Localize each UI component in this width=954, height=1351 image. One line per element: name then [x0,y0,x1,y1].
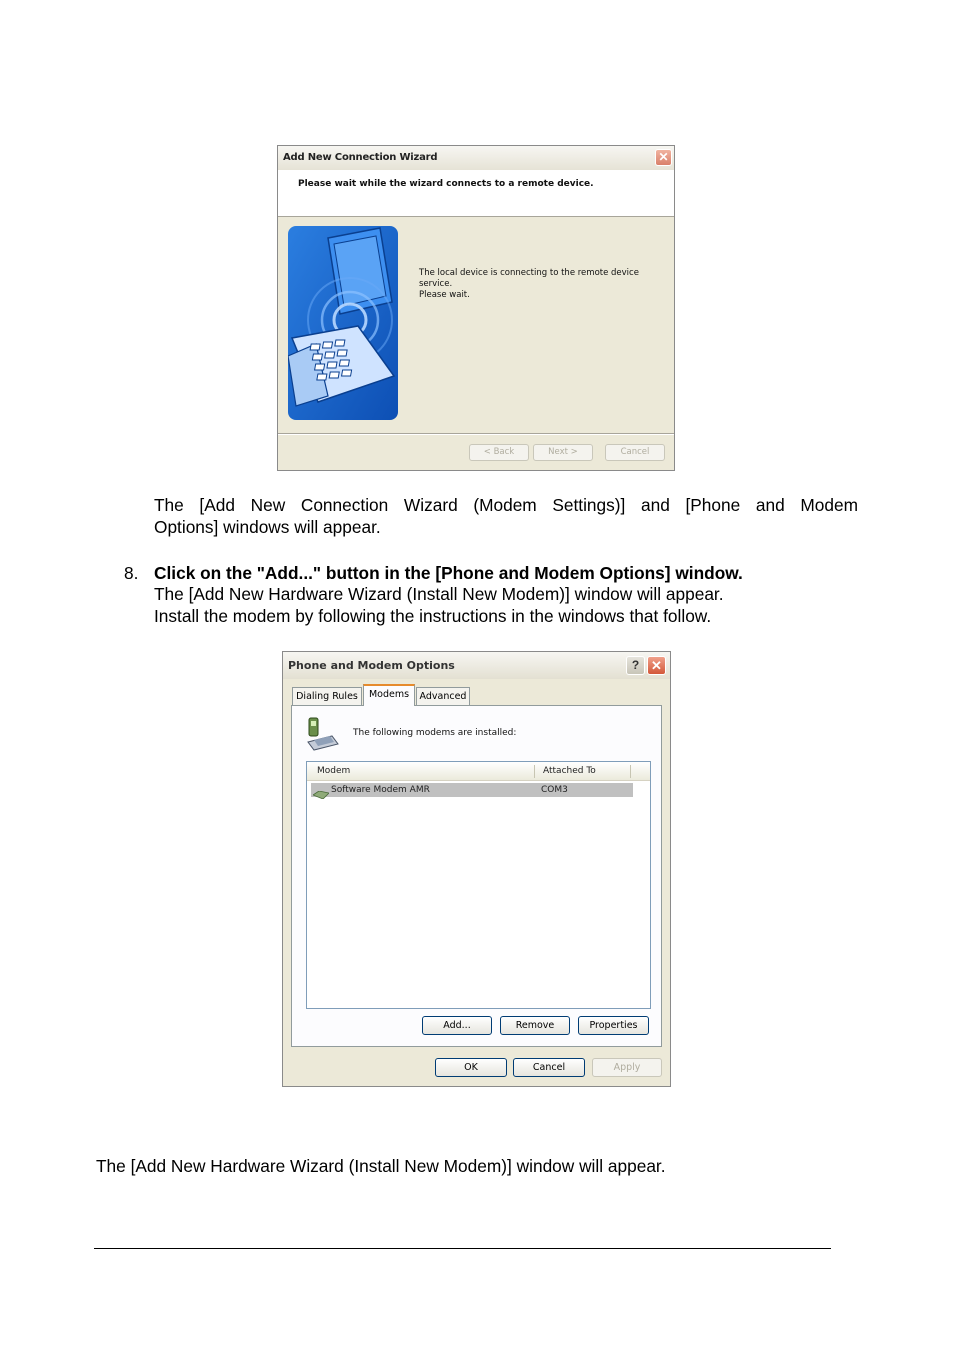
ok-button[interactable]: OK [435,1058,507,1077]
modem-name: Software Modem AMR [331,785,430,795]
step-text: The [Add New Hardware Wizard (Install New Modem)] window will appear. [154,584,724,604]
phone-and-modem-options-window [282,651,671,1087]
remove-button[interactable]: Remove [500,1016,570,1035]
window-title: Add New Connection Wizard [283,152,438,163]
step-number: 8. [124,563,139,583]
window-title: Phone and Modem Options [288,659,455,672]
message-line: The local device is connecting to the remote device [419,268,639,278]
close-icon[interactable]: ✕ [655,149,672,166]
close-icon[interactable]: ✕ [647,656,666,675]
add-new-connection-wizard-window [277,145,675,471]
apply-button[interactable]: Apply [592,1058,662,1077]
back-button[interactable]: < Back [469,444,529,461]
column-header-modem[interactable]: Modem [317,766,351,776]
paragraph-line: The [Add New Hardware Wizard (Install New Modem)] window will appear. [96,1156,666,1176]
list-header [307,762,650,781]
modem-port: COM3 [541,785,568,795]
add-button[interactable]: Add... [422,1016,492,1035]
column-header-attached-to[interactable]: Attached To [543,766,596,776]
help-icon[interactable]: ? [626,656,645,675]
tab-advanced[interactable]: Advanced [416,687,470,705]
tab-dialing-rules[interactable]: Dialing Rules [292,687,362,705]
table-row[interactable] [311,783,633,797]
paragraph-line: Options] windows will appear. [154,517,381,537]
telephone-illustration [288,226,398,420]
cancel-button[interactable]: Cancel [513,1058,585,1077]
cancel-button[interactable]: Cancel [605,444,665,461]
title-bar [278,146,674,171]
title-bar [283,652,670,679]
divider [278,433,674,435]
wizard-header [278,170,674,217]
modems-panel [291,705,662,1047]
wizard-message [419,268,649,301]
column-divider[interactable] [630,765,631,778]
modem-phone-icon [306,716,340,752]
footer-rule [94,1248,831,1249]
step-heading: Click on the "Add..." button in the [Phone and Modem Options] window. [154,563,743,583]
wizard-header-text: Please wait while the wizard connects to a remote device. [298,179,594,189]
message-line: Please wait. [419,290,470,300]
column-divider[interactable] [534,765,535,778]
next-button[interactable]: Next > [533,444,593,461]
tab-modems[interactable]: Modems [363,684,415,706]
properties-button[interactable]: Properties [578,1016,649,1035]
paragraph-line: The [Add New Connection Wizard (Modem Settings)] and [Phone and Modem [154,495,858,515]
modem-list[interactable] [306,761,651,1009]
wizard-body [278,217,674,433]
modem-row-icon [313,786,329,794]
step-text: Install the modem by following the instructions in the windows that follow. [154,606,712,626]
installed-text: The following modems are installed: [353,728,517,738]
message-line: service. [419,279,453,289]
